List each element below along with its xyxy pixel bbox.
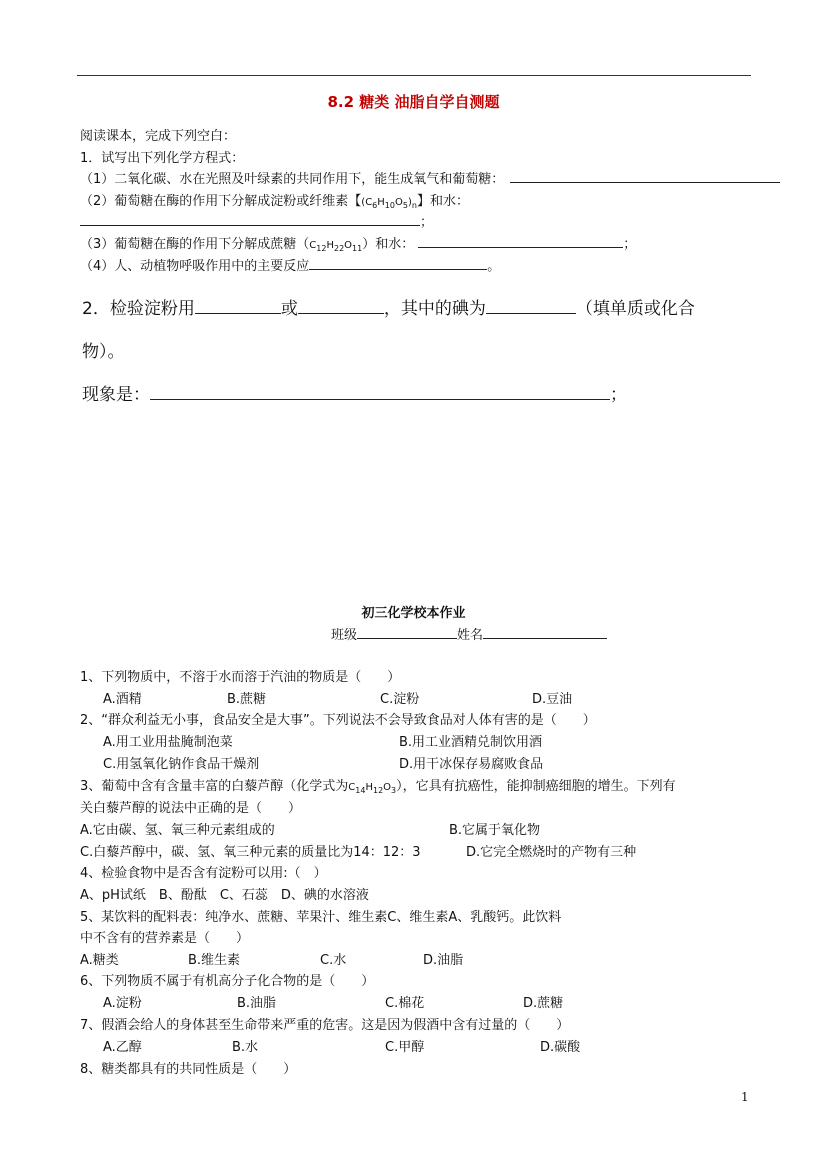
hw-question-3 [80, 775, 676, 795]
question-1-4 [80, 255, 500, 274]
hw-q3-option-d[interactable]: D.它完全燃烧时的产物有三种 [466, 845, 637, 860]
hw-q2-option-c[interactable]: C.用氢氧化钠作食品干燥剂 [103, 757, 260, 772]
question-2-text-d: （填单质或化合 [575, 299, 695, 319]
page-number: 1 [741, 1090, 749, 1104]
class-name-line [331, 624, 607, 643]
semicolon: ； [623, 237, 637, 252]
question-1: 1．试写出下列化学方程式： [80, 151, 245, 166]
formula-sucrose: $C_{12}H_{22}O_{11}$ [309, 240, 363, 253]
hw-q5-option-b[interactable]: B.维生素 [188, 953, 241, 968]
question-1-4-text: （4）人、动植物呼吸作用中的主要反应 [80, 259, 310, 274]
hw-q7-option-c[interactable]: C.甲醇 [385, 1040, 425, 1055]
hw-q6-option-b[interactable]: B.油脂 [237, 996, 277, 1011]
hw-q6-option-a[interactable]: A.淀粉 [103, 996, 142, 1011]
header-rule [77, 75, 751, 76]
name-input[interactable] [483, 626, 607, 639]
hw-question-2: 2、“群众利益无小事，食品安全是大事”。下列说法不会导致食品对人体有害的是（ ） [80, 713, 596, 728]
answer-blank-phenomenon[interactable] [150, 383, 610, 400]
hw-question-5-cont: 中不含有的营养素是（ ） [80, 931, 250, 946]
phenomenon-label: 现象是： [82, 385, 150, 405]
hw-q7-option-a[interactable]: A.乙醇 [103, 1040, 142, 1055]
hw-q6-option-c[interactable]: C.棉花 [385, 996, 425, 1011]
answer-blank-1-3[interactable] [418, 235, 623, 248]
question-2-text-a: 2．检验淀粉用 [82, 299, 195, 319]
hw-question-5: 5、某饮料的配料表：纯净水、蔗糖、苹果汁、维生素C、维生素A、乳酸钙。此饮料 [80, 910, 562, 925]
answer-blank-1-4[interactable] [309, 257, 487, 270]
formula-resveratrol: $C_{14}H_{12}O_3$ [348, 782, 397, 795]
question-1-3-text-b: ）和水： [362, 237, 415, 252]
question-1-2-text-a: （2）葡萄糖在酶的作用下分解成淀粉或纤维素【 [80, 194, 362, 209]
answer-blank-2-3[interactable] [486, 297, 576, 314]
hw-q5-option-a[interactable]: A.糖类 [80, 953, 119, 968]
hw-q3-option-a[interactable]: A.它由碳、氢、氧三种元素组成的 [80, 823, 275, 838]
hw-q3-option-b[interactable]: B.它属于氧化物 [449, 823, 541, 838]
hw-q5-option-d[interactable]: D.油脂 [423, 953, 464, 968]
hw-question-1: 1、下列物质中，不溶于水而溶于汽油的物质是（ ） [80, 670, 401, 685]
formula-cellulose: $(C_6H_{10}O_5)_n$ [361, 197, 417, 210]
class-input[interactable] [357, 626, 457, 639]
period: 。 [487, 259, 501, 274]
intro-text: 阅读课本，完成下列空白： [80, 129, 237, 144]
hw-q1-option-c[interactable]: C.淀粉 [380, 692, 420, 707]
hw-q2-option-d[interactable]: D.用干冰保存易腐败食品 [399, 757, 544, 772]
question-1-3 [80, 233, 636, 253]
answer-blank-2-2[interactable] [298, 297, 384, 314]
answer-blank-1-2[interactable] [80, 213, 420, 226]
semicolon-big: ； [610, 385, 627, 405]
hw-question-3-cont: 关白藜芦醇的说法中正确的是（ ） [80, 801, 302, 816]
hw-q3-option-c[interactable]: C.白藜芦醇中，碳、氢、氧三种元素的质量比为14：12：3 [80, 845, 421, 860]
question-1-1 [80, 168, 780, 187]
question-1-1-text: （1）二氧化碳、水在光照及叶绿素的共同作用下，能生成氧气和葡萄糖： [80, 172, 505, 187]
hw-q1-option-b[interactable]: B.蔗糖 [227, 692, 267, 707]
hw-q3-text-b: ），它具有抗癌性，能抑制癌细胞的增生。下列有 [396, 779, 676, 794]
answer-blank-1-1[interactable] [510, 170, 780, 183]
question-2-phenomenon [82, 380, 627, 405]
hw-q1-option-d[interactable]: D.豆油 [532, 692, 573, 707]
homework-title: 初三化学校本作业 [361, 606, 466, 621]
hw-question-8: 8、糖类都具有的共同性质是（ ） [80, 1062, 297, 1077]
question-2-cont: 物）。 [82, 342, 125, 362]
hw-q2-option-a[interactable]: A.用工业用盐腌制泡菜 [103, 735, 233, 750]
question-1-2-text-b: 】和水： [416, 194, 469, 209]
hw-q7-option-d[interactable]: D.碳酸 [540, 1040, 581, 1055]
hw-q2-option-b[interactable]: B.用工业酒精兑制饮用酒 [399, 735, 543, 750]
name-label: 姓名 [457, 628, 484, 643]
semicolon: ； [420, 215, 434, 230]
hw-q6-option-d[interactable]: D.蔗糖 [523, 996, 564, 1011]
hw-q1-option-a[interactable]: A.酒精 [103, 692, 142, 707]
hw-question-4: 4、检验食物中是否含有淀粉可以用:（ ） [80, 866, 327, 881]
hw-q4-options[interactable]: A、pH试纸 B、酚酞 C、石蕊 D、碘的水溶液 [80, 888, 369, 903]
question-2-text-b: 或 [280, 299, 298, 319]
hw-q5-option-c[interactable]: C.水 [320, 953, 347, 968]
hw-question-7: 7、假酒会给人的身体甚至生命带来严重的危害。这是因为假酒中含有过量的（ ） [80, 1018, 570, 1033]
question-2-text-c: ，其中的碘为 [383, 299, 486, 319]
hw-question-6: 6、下列物质不属于有机高分子化合物的是（ ） [80, 974, 375, 989]
class-label: 班级 [331, 628, 358, 643]
question-1-2 [80, 190, 469, 210]
question-2 [82, 294, 695, 319]
hw-q3-text-a: 3、葡萄中含有含量丰富的白藜芦醇（化学式为 [80, 779, 349, 794]
question-1-3-text-a: （3）葡萄糖在酶的作用下分解成蔗糖（ [80, 237, 310, 252]
page-title: 8.2 糖类 油脂自学自测题 [327, 93, 500, 111]
answer-blank-2-1[interactable] [195, 297, 281, 314]
hw-q7-option-b[interactable]: B.水 [232, 1040, 259, 1055]
answer-line-1-2 [80, 211, 433, 230]
